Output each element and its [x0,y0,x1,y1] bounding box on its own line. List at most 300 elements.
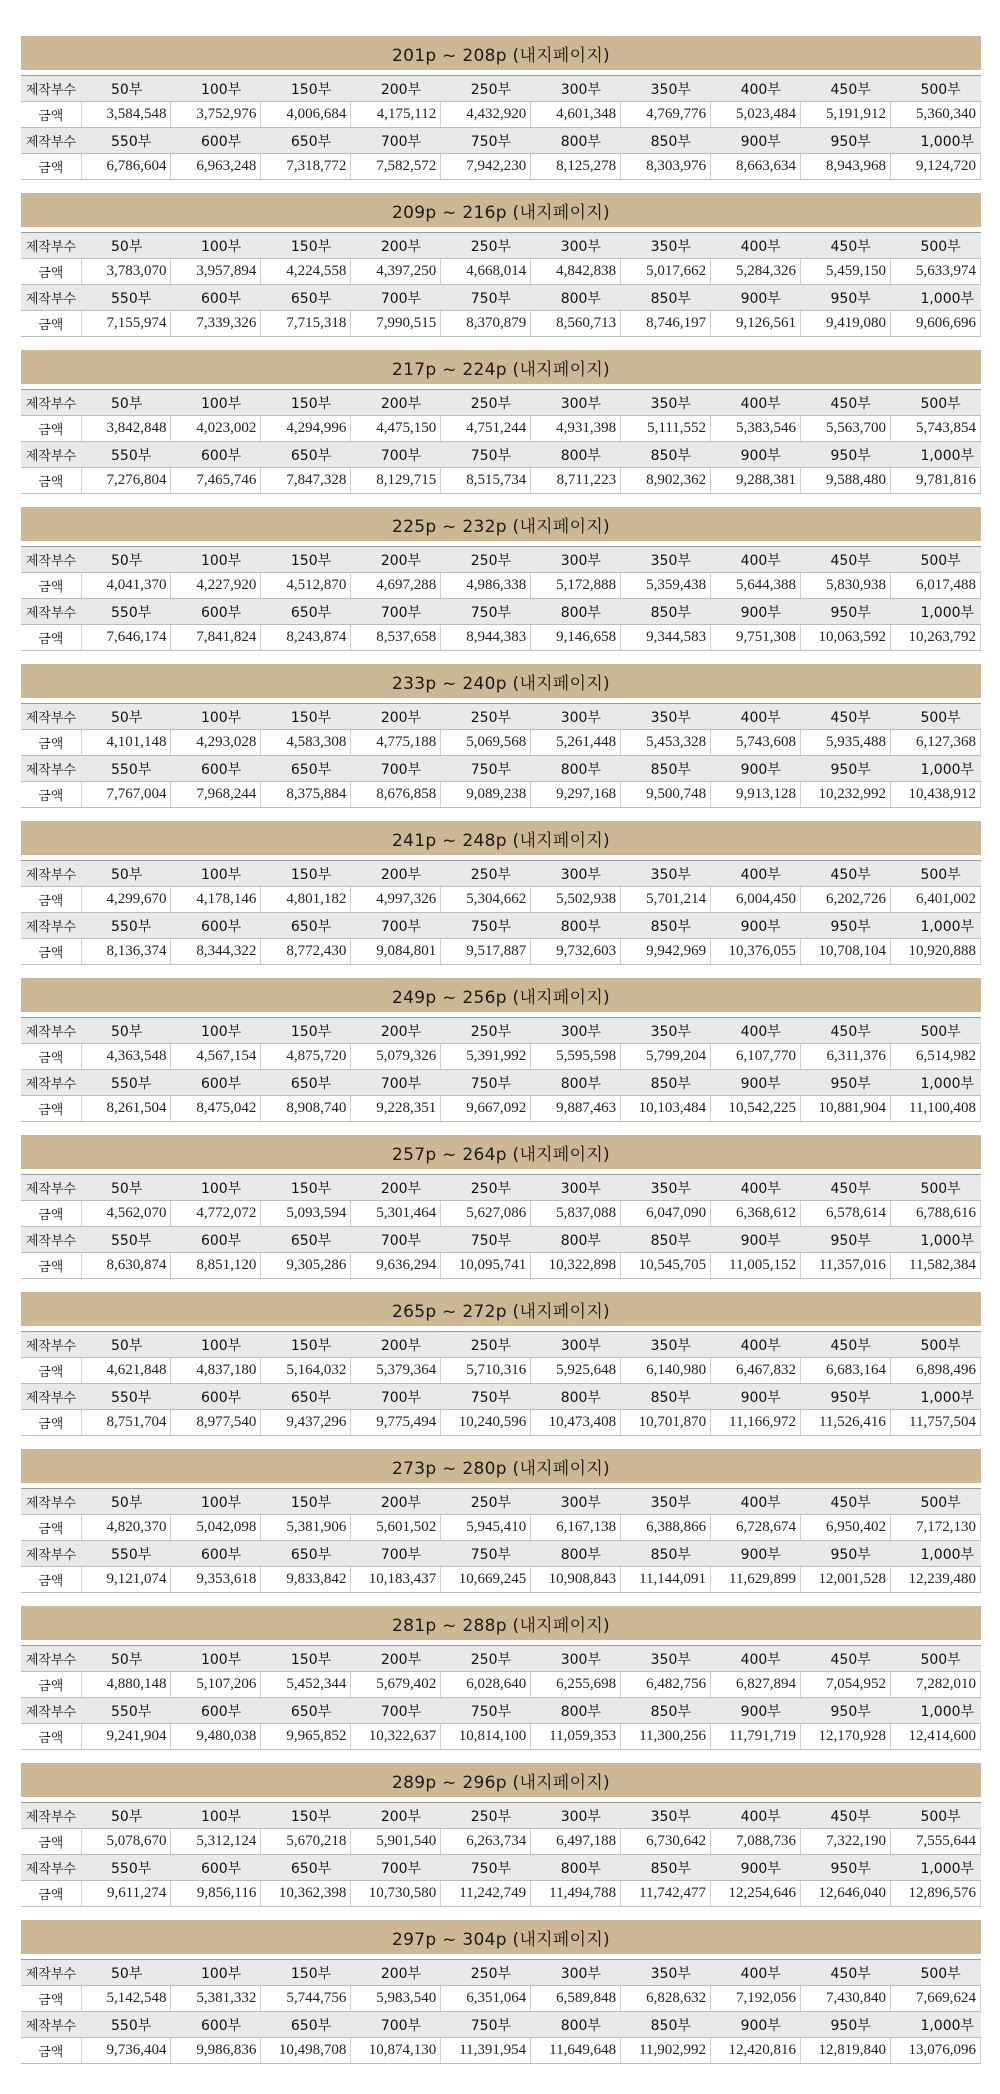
amount-cell: 3,783,070 [81,259,171,285]
quantity-cell: 900부 [711,285,801,311]
quantity-cell: 1,000부 [890,285,980,311]
amount-cell: 7,282,010 [890,1672,980,1698]
amount-cell: 8,746,197 [621,311,711,337]
quantity-cell: 500부 [890,1018,980,1044]
price-table [21,233,981,337]
quantity-cell: 250부 [441,704,531,730]
quantity-cell: 450부 [801,1646,891,1672]
quantity-cell: 50부 [81,1646,171,1672]
amount-cell: 10,881,904 [801,1096,891,1122]
amount-cell: 8,772,430 [261,939,351,965]
amount-cell: 10,240,596 [441,1410,531,1436]
amount-cell: 5,983,540 [351,1986,441,2012]
quantity-cell: 800부 [531,756,621,782]
price-section [21,36,981,180]
amount-label: 금액 [21,1829,81,1855]
quantity-cell: 750부 [441,1227,531,1253]
quantity-cell: 850부 [621,913,711,939]
price-section [21,350,981,494]
amount-cell: 5,078,670 [81,1829,171,1855]
amount-cell: 5,925,648 [531,1358,621,1384]
price-table [21,547,981,651]
amount-label: 금액 [21,1201,81,1227]
amount-cell: 5,644,388 [711,573,801,599]
quantity-cell: 50부 [81,390,171,416]
amount-cell: 6,589,848 [531,1986,621,2012]
quantity-cell: 200부 [351,547,441,573]
amount-cell: 4,997,326 [351,887,441,913]
amount-cell: 4,875,720 [261,1044,351,1070]
quantity-cell: 250부 [441,1018,531,1044]
amount-cell: 10,263,792 [890,625,980,651]
quantity-label: 제작부수 [21,861,81,887]
amount-cell: 4,397,250 [351,259,441,285]
quantity-cell: 850부 [621,756,711,782]
amount-cell: 7,339,326 [171,311,261,337]
quantity-cell: 650부 [261,1541,351,1567]
price-section [21,193,981,337]
section-title: 265p ~ 272p (내지페이지) [21,1292,981,1326]
quantity-cell: 50부 [81,1960,171,1986]
amount-cell: 9,636,294 [351,1253,441,1279]
quantity-row [21,1698,981,1724]
quantity-cell: 350부 [621,1018,711,1044]
quantity-row [21,599,981,625]
price-table [21,390,981,494]
quantity-cell: 300부 [531,1018,621,1044]
amount-cell: 9,942,969 [621,939,711,965]
amount-cell: 8,908,740 [261,1096,351,1122]
amount-cell: 9,480,038 [171,1724,261,1750]
quantity-cell: 700부 [351,1541,441,1567]
quantity-cell: 450부 [801,1018,891,1044]
amount-cell: 4,178,146 [171,887,261,913]
quantity-cell: 600부 [171,1227,261,1253]
amount-cell: 6,263,734 [441,1829,531,1855]
quantity-cell: 550부 [81,128,171,154]
quantity-cell: 550부 [81,1698,171,1724]
quantity-cell: 50부 [81,1489,171,1515]
quantity-cell: 700부 [351,1070,441,1096]
amount-cell: 6,827,894 [711,1672,801,1698]
quantity-cell: 250부 [441,1646,531,1672]
amount-cell: 7,192,056 [711,1986,801,2012]
quantity-cell: 450부 [801,390,891,416]
section-title: 297p ~ 304p (내지페이지) [21,1920,981,1954]
quantity-cell: 250부 [441,1803,531,1829]
quantity-cell: 1,000부 [890,599,980,625]
amount-row [21,1358,981,1384]
amount-cell: 3,752,976 [171,102,261,128]
quantity-cell: 850부 [621,599,711,625]
quantity-cell: 600부 [171,913,261,939]
amount-cell: 10,063,592 [801,625,891,651]
quantity-cell: 600부 [171,442,261,468]
quantity-cell: 700부 [351,756,441,782]
quantity-cell: 600부 [171,1698,261,1724]
quantity-cell: 1,000부 [890,1855,980,1881]
amount-cell: 6,127,368 [890,730,980,756]
quantity-cell: 900부 [711,128,801,154]
amount-cell: 12,819,840 [801,2038,891,2064]
amount-cell: 5,679,402 [351,1672,441,1698]
quantity-row [21,1227,981,1253]
quantity-row [21,756,981,782]
quantity-cell: 850부 [621,1698,711,1724]
quantity-cell: 100부 [171,547,261,573]
quantity-cell: 100부 [171,861,261,887]
quantity-row [21,442,981,468]
amount-cell: 6,963,248 [171,154,261,180]
amount-cell: 12,170,928 [801,1724,891,1750]
quantity-cell: 1,000부 [890,1070,980,1096]
amount-cell: 10,920,888 [890,939,980,965]
amount-cell: 10,708,104 [801,939,891,965]
amount-cell: 7,172,130 [890,1515,980,1541]
quantity-cell: 750부 [441,1384,531,1410]
quantity-label: 제작부수 [21,1698,81,1724]
quantity-label: 제작부수 [21,390,81,416]
quantity-cell: 400부 [711,76,801,102]
quantity-cell: 650부 [261,1070,351,1096]
quantity-cell: 400부 [711,233,801,259]
quantity-cell: 450부 [801,1175,891,1201]
amount-cell: 5,701,214 [621,887,711,913]
quantity-cell: 100부 [171,233,261,259]
quantity-cell: 700부 [351,599,441,625]
quantity-cell: 550부 [81,1541,171,1567]
quantity-label: 제작부수 [21,285,81,311]
quantity-cell: 100부 [171,704,261,730]
quantity-cell: 700부 [351,1384,441,1410]
amount-cell: 10,874,130 [351,2038,441,2064]
amount-cell: 8,902,362 [621,468,711,494]
amount-cell: 5,935,488 [801,730,891,756]
quantity-cell: 250부 [441,1332,531,1358]
amount-cell: 9,887,463 [531,1096,621,1122]
amount-cell: 5,595,598 [531,1044,621,1070]
quantity-cell: 750부 [441,1855,531,1881]
quantity-row [21,390,981,416]
quantity-label: 제작부수 [21,1855,81,1881]
quantity-cell: 750부 [441,913,531,939]
quantity-label: 제작부수 [21,1489,81,1515]
quantity-row [21,1070,981,1096]
amount-cell: 9,124,720 [890,154,980,180]
quantity-cell: 300부 [531,704,621,730]
quantity-cell: 350부 [621,861,711,887]
quantity-cell: 550부 [81,442,171,468]
quantity-row [21,1646,981,1672]
section-title: 281p ~ 288p (내지페이지) [21,1606,981,1640]
quantity-row [21,2012,981,2038]
amount-cell: 11,526,416 [801,1410,891,1436]
amount-cell: 6,004,450 [711,887,801,913]
quantity-cell: 800부 [531,2012,621,2038]
quantity-cell: 650부 [261,1698,351,1724]
quantity-cell: 150부 [261,1646,351,1672]
quantity-cell: 150부 [261,390,351,416]
quantity-cell: 950부 [801,1384,891,1410]
amount-cell: 10,183,437 [351,1567,441,1593]
quantity-cell: 950부 [801,285,891,311]
quantity-cell: 650부 [261,1227,351,1253]
amount-cell: 11,005,152 [711,1253,801,1279]
quantity-cell: 50부 [81,233,171,259]
amount-cell: 5,502,938 [531,887,621,913]
amount-cell: 6,167,138 [531,1515,621,1541]
amount-cell: 11,742,477 [621,1881,711,1907]
amount-row [21,259,981,285]
quantity-cell: 50부 [81,1018,171,1044]
amount-row [21,1672,981,1698]
quantity-cell: 200부 [351,1018,441,1044]
amount-cell: 8,751,704 [81,1410,171,1436]
amount-cell: 7,430,840 [801,1986,891,2012]
quantity-cell: 550부 [81,756,171,782]
quantity-cell: 100부 [171,1489,261,1515]
amount-cell: 10,376,055 [711,939,801,965]
quantity-cell: 150부 [261,1332,351,1358]
amount-cell: 4,432,920 [441,102,531,128]
amount-cell: 4,820,370 [81,1515,171,1541]
quantity-cell: 800부 [531,442,621,468]
quantity-cell: 900부 [711,1698,801,1724]
amount-cell: 4,175,112 [351,102,441,128]
quantity-cell: 800부 [531,285,621,311]
amount-label: 금액 [21,1044,81,1070]
amount-cell: 4,842,838 [531,259,621,285]
price-table [21,704,981,808]
amount-cell: 9,089,238 [441,782,531,808]
amount-cell: 5,042,098 [171,1515,261,1541]
amount-cell: 12,414,600 [890,1724,980,1750]
quantity-cell: 150부 [261,547,351,573]
amount-cell: 5,284,326 [711,259,801,285]
amount-cell: 4,986,338 [441,573,531,599]
amount-cell: 6,828,632 [621,1986,711,2012]
quantity-cell: 300부 [531,390,621,416]
amount-cell: 5,381,906 [261,1515,351,1541]
amount-cell: 6,514,982 [890,1044,980,1070]
amount-label: 금액 [21,887,81,913]
amount-cell: 10,362,398 [261,1881,351,1907]
amount-cell: 11,144,091 [621,1567,711,1593]
quantity-cell: 400부 [711,1018,801,1044]
quantity-cell: 1,000부 [890,1384,980,1410]
quantity-cell: 750부 [441,2012,531,2038]
quantity-cell: 650부 [261,2012,351,2038]
quantity-cell: 400부 [711,1489,801,1515]
quantity-label: 제작부수 [21,76,81,102]
quantity-cell: 500부 [890,233,980,259]
quantity-label: 제작부수 [21,1541,81,1567]
quantity-label: 제작부수 [21,756,81,782]
amount-cell: 10,322,637 [351,1724,441,1750]
amount-cell: 7,942,230 [441,154,531,180]
amount-cell: 9,305,286 [261,1253,351,1279]
quantity-cell: 450부 [801,861,891,887]
quantity-cell: 750부 [441,1070,531,1096]
quantity-cell: 350부 [621,1803,711,1829]
amount-cell: 7,669,624 [890,1986,980,2012]
price-table [21,1175,981,1279]
quantity-cell: 200부 [351,1803,441,1829]
quantity-cell: 800부 [531,1541,621,1567]
quantity-cell: 50부 [81,1803,171,1829]
quantity-row [21,1960,981,1986]
quantity-cell: 650부 [261,599,351,625]
quantity-cell: 500부 [890,1960,980,1986]
amount-cell: 6,482,756 [621,1672,711,1698]
amount-cell: 6,311,376 [801,1044,891,1070]
quantity-row [21,1541,981,1567]
amount-cell: 5,945,410 [441,1515,531,1541]
amount-cell: 5,191,912 [801,102,891,128]
section-title: 201p ~ 208p (내지페이지) [21,36,981,70]
amount-cell: 4,567,154 [171,1044,261,1070]
amount-row [21,102,981,128]
quantity-cell: 750부 [441,128,531,154]
amount-cell: 5,107,206 [171,1672,261,1698]
amount-cell: 4,294,996 [261,416,351,442]
quantity-cell: 200부 [351,390,441,416]
amount-cell: 7,155,974 [81,311,171,337]
quantity-cell: 650부 [261,128,351,154]
quantity-cell: 450부 [801,1960,891,1986]
amount-cell: 11,242,749 [441,1881,531,1907]
quantity-cell: 600부 [171,1070,261,1096]
amount-cell: 5,312,124 [171,1829,261,1855]
amount-cell: 4,006,684 [261,102,351,128]
amount-cell: 5,670,218 [261,1829,351,1855]
quantity-row [21,913,981,939]
quantity-row [21,1803,981,1829]
quantity-row [21,861,981,887]
quantity-cell: 550부 [81,285,171,311]
quantity-label: 제작부수 [21,1070,81,1096]
amount-cell: 13,076,096 [890,2038,980,2064]
price-section [21,1135,981,1279]
quantity-cell: 350부 [621,1646,711,1672]
quantity-cell: 500부 [890,1332,980,1358]
amount-cell: 11,902,992 [621,2038,711,2064]
amount-cell: 8,370,879 [441,311,531,337]
quantity-cell: 1,000부 [890,1227,980,1253]
quantity-cell: 250부 [441,390,531,416]
price-table [21,1018,981,1122]
quantity-label: 제작부수 [21,233,81,259]
quantity-cell: 150부 [261,1018,351,1044]
quantity-cell: 850부 [621,1070,711,1096]
amount-cell: 5,391,992 [441,1044,531,1070]
quantity-cell: 950부 [801,1541,891,1567]
amount-cell: 11,791,719 [711,1724,801,1750]
quantity-cell: 350부 [621,704,711,730]
amount-cell: 10,322,898 [531,1253,621,1279]
amount-cell: 10,542,225 [711,1096,801,1122]
quantity-row [21,1489,981,1515]
amount-cell: 4,227,920 [171,573,261,599]
amount-cell: 8,711,223 [531,468,621,494]
amount-row [21,154,981,180]
amount-cell: 7,322,190 [801,1829,891,1855]
amount-cell: 8,261,504 [81,1096,171,1122]
amount-cell: 9,353,618 [171,1567,261,1593]
amount-row [21,1410,981,1436]
amount-cell: 10,701,870 [621,1410,711,1436]
quantity-row [21,76,981,102]
quantity-cell: 450부 [801,76,891,102]
amount-row [21,730,981,756]
quantity-cell: 800부 [531,913,621,939]
quantity-cell: 250부 [441,1960,531,1986]
amount-cell: 5,379,364 [351,1358,441,1384]
quantity-cell: 650부 [261,1384,351,1410]
quantity-cell: 1,000부 [890,1541,980,1567]
quantity-cell: 750부 [441,756,531,782]
quantity-cell: 1,000부 [890,913,980,939]
amount-row [21,1881,981,1907]
amount-cell: 9,297,168 [531,782,621,808]
amount-cell: 11,757,504 [890,1410,980,1436]
amount-cell: 4,023,002 [171,416,261,442]
amount-cell: 11,649,648 [531,2038,621,2064]
amount-cell: 9,986,836 [171,2038,261,2064]
quantity-cell: 500부 [890,1646,980,1672]
amount-cell: 11,166,972 [711,1410,801,1436]
quantity-cell: 700부 [351,128,441,154]
quantity-cell: 300부 [531,1489,621,1515]
quantity-cell: 950부 [801,1698,891,1724]
amount-cell: 8,944,383 [441,625,531,651]
quantity-cell: 1,000부 [890,442,980,468]
amount-cell: 5,383,546 [711,416,801,442]
amount-cell: 5,633,974 [890,259,980,285]
amount-cell: 4,583,308 [261,730,351,756]
quantity-cell: 550부 [81,2012,171,2038]
amount-cell: 10,095,741 [441,1253,531,1279]
quantity-row [21,1855,981,1881]
amount-cell: 7,318,772 [261,154,351,180]
quantity-cell: 600부 [171,2012,261,2038]
amount-label: 금액 [21,102,81,128]
amount-cell: 7,767,004 [81,782,171,808]
amount-label: 금액 [21,939,81,965]
quantity-label: 제작부수 [21,1960,81,1986]
quantity-label: 제작부수 [21,1227,81,1253]
quantity-row [21,128,981,154]
quantity-cell: 250부 [441,547,531,573]
amount-cell: 6,467,832 [711,1358,801,1384]
quantity-cell: 900부 [711,756,801,782]
quantity-cell: 900부 [711,1227,801,1253]
quantity-cell: 100부 [171,1175,261,1201]
amount-row [21,1515,981,1541]
amount-cell: 5,627,086 [441,1201,531,1227]
amount-cell: 11,629,899 [711,1567,801,1593]
quantity-cell: 200부 [351,1175,441,1201]
amount-cell: 8,630,874 [81,1253,171,1279]
quantity-cell: 850부 [621,1227,711,1253]
amount-cell: 12,646,040 [801,1881,891,1907]
amount-cell: 5,301,464 [351,1201,441,1227]
quantity-cell: 750부 [441,1698,531,1724]
amount-cell: 6,202,726 [801,887,891,913]
quantity-cell: 350부 [621,76,711,102]
amount-label: 금액 [21,1096,81,1122]
quantity-label: 제작부수 [21,547,81,573]
